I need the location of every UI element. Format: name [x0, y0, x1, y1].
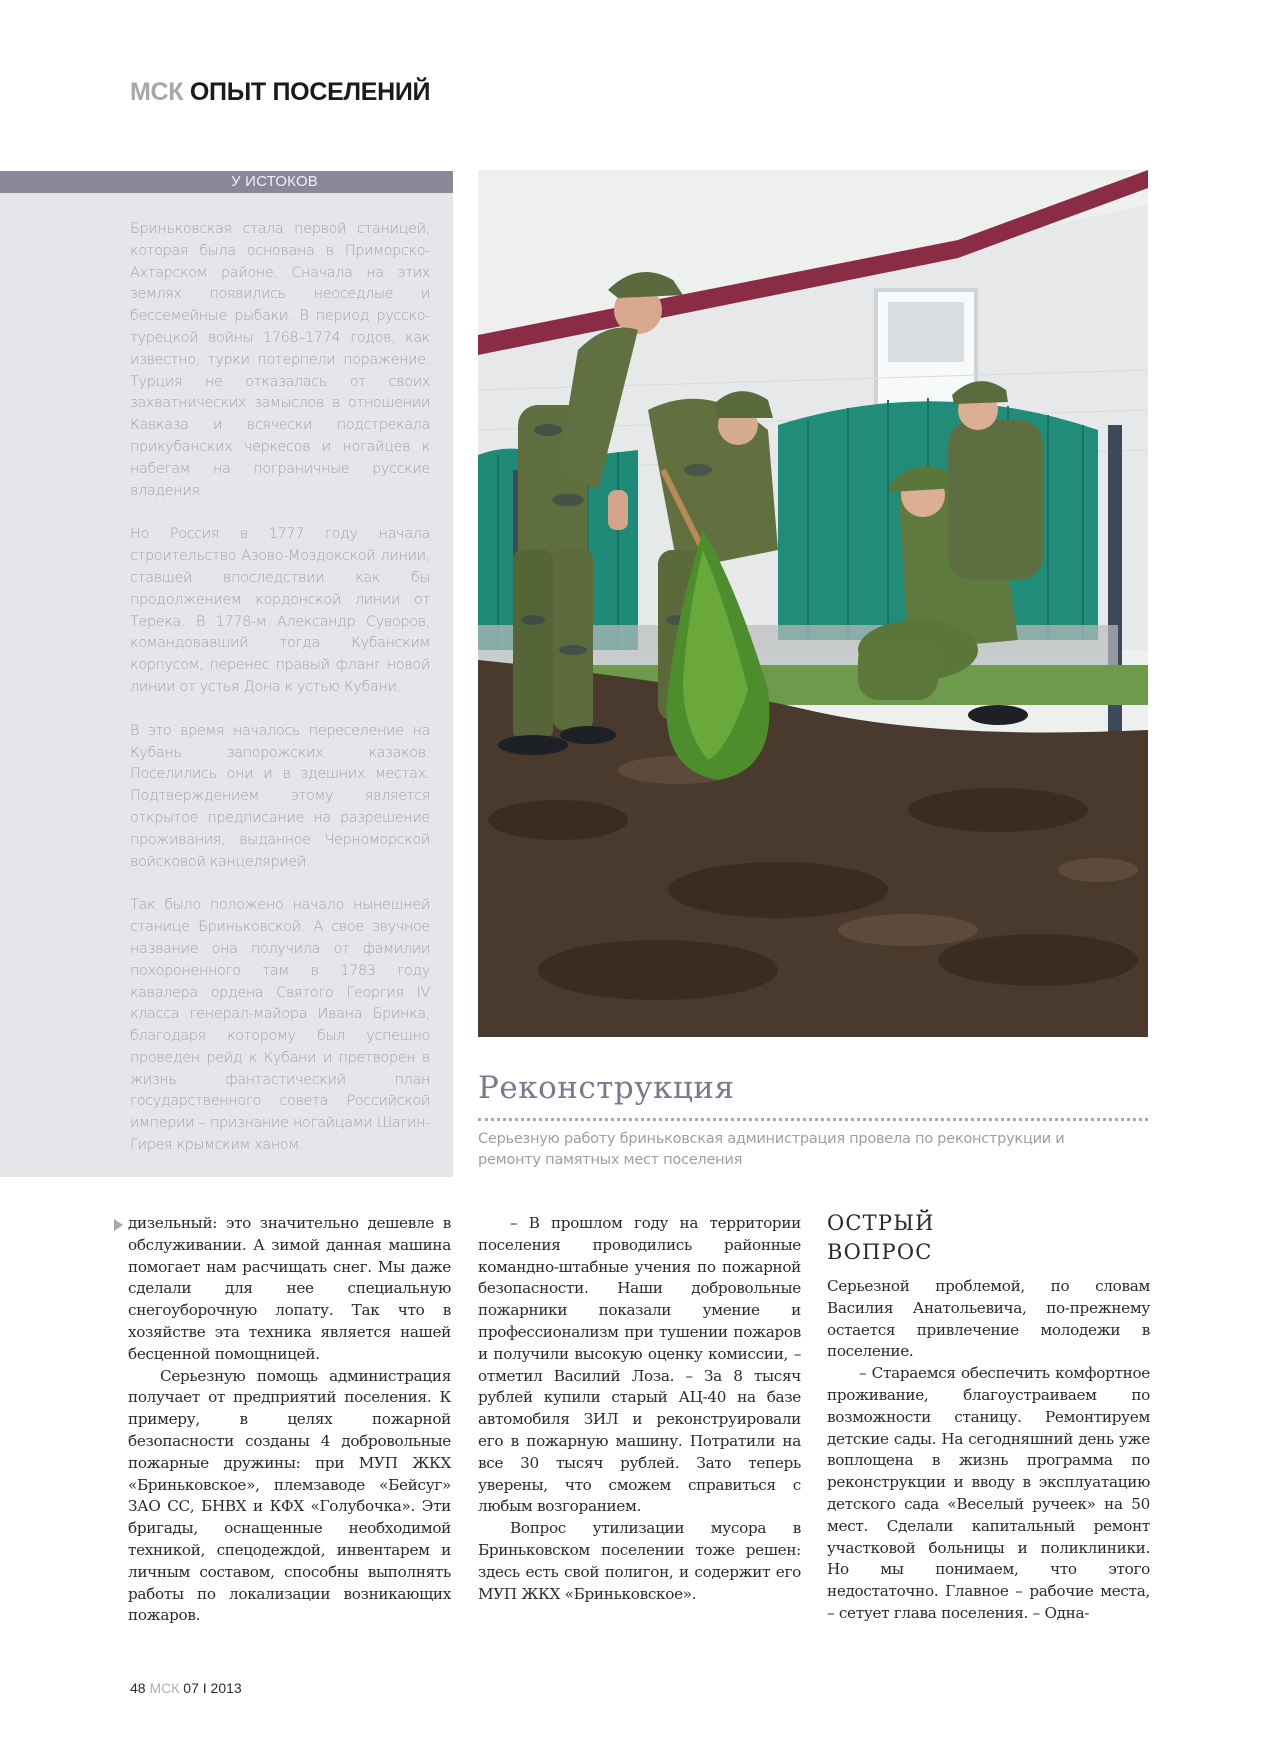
photo-illustration: [478, 170, 1148, 1037]
reconstruction-caption: Серьезную работу бриньковская администрация провела по реконструкции и ремонту памятных мест поселения: [478, 1130, 1065, 1168]
paragraph: Серьезную помощь администрация получает от предприятий поселения. К примеру, в целях пожарной безопасности созданы 4 добровольные пожарные дружины: при МУП ЖКХ «Бриньковское», племзаводе «Бейсуг» ЗАО СС, БНВХ и КФХ «Голубочка». Эти бригады, оснащенные необходимой техникой, спецодеждой, инвентарем и личным составом, способны выполнять работы по локализации возникающих пожаров.: [128, 1366, 451, 1625]
footer-brand: МСК: [149, 1680, 180, 1696]
photo-soldiers-planting-tree: [478, 170, 1148, 1037]
section-title: [130, 80, 430, 105]
sidebar-box: [0, 171, 453, 1177]
reconstruction-heading: Реконструкция: [478, 1070, 735, 1106]
section-name: ОПЫТ ПОСЕЛЕНИЙ: [189, 78, 431, 106]
sidebar-paragraph: Но Россия в 1777 году начала строительство Азово-Моздокской линии, ставшей впоследствии как бы продолжением кордонской линии от Терека. В 1778-м Александр Суворов, командовавший тогда Кубанским корпусом, перенес правый фланг новой линии от устья Дона к устью Кубани.: [130, 526, 430, 695]
sidebar-paragraph: Бриньковская стала первой станицей, которая была основана в Приморско-Ахтарском районе. Сначала на этих землях появились неоседлые и бессемейные рыбаки. В период русско-турецкой войны 1768–1774 годов, как известно, турки потерпели поражение. Турция не отказалась от своих захватнических замыслов в отношении Кавказа и всячески подстрекала прикубанских черкесов и ногайцев к набегам на пограничные русские владения.: [130, 221, 430, 499]
paragraph: – В прошлом году на территории поселения проводились районные командно-штабные учения по пожарной безопасности. Наши добровольные пожарники показали умение и профессионализм при тушении пожаров и получили высокую оценку комиссии, – отметил Василий Лоза. – За 8 тысяч рублей купили старый АЦ-40 на базе автомобиля ЗИЛ и реконструировали его в пожарную машину. Потратили на все 30 тысяч рублей. Зато теперь уверены, что сможем справиться с любым возгоранием.: [478, 1214, 801, 1516]
page-footer: [130, 1680, 242, 1696]
sidebar-paragraph: В это время началось переселение на Кубань запорожских казаков. Поселились они и в здешних местах. Подтверждением этому является открытое предписание на разрешение проживания, выданное Черноморской войсковой канцелярией.: [130, 722, 430, 870]
subheading-line: ОСТРЫЙ: [827, 1211, 935, 1235]
article-column-1: [128, 1213, 451, 1627]
subheading: [827, 1209, 1150, 1267]
page-number: 48: [130, 1680, 146, 1696]
paragraph: Вопрос утилизации мусора в Бриньковском поселении тоже решен: здесь есть свой полигон, и содержит его МУП ЖКХ «Бриньковское».: [478, 1519, 801, 1603]
dotted-divider: [478, 1118, 1148, 1121]
paragraph: Серьезной проблемой, по словам Василия Анатольевича, по-прежнему остается привлечение молодежи в поселение.: [827, 1277, 1150, 1361]
paragraph: – Стараемся обеспечить комфортное проживание, благоустраиваем по возможности станицу. Ремонтируем детские сады. На сегодняшний день уже воплощена в жизнь программа по реконструкции и вводу в эксплуатацию детского сада «Веселый ручеек» на 50 мест. Сделали капитальный ремонт участковой больницы и поликлиники. Но мы понимаем, что этого недостаточно. Главное – рабочие места, – сетует глава поселения. – Одна-: [827, 1364, 1150, 1622]
issue-number: 07: [183, 1680, 199, 1696]
sidebar-title: У ИСТОКОВ: [0, 171, 453, 193]
footer-separator: I: [202, 1680, 207, 1696]
issue-year: 2013: [210, 1680, 242, 1696]
continuation-arrow-icon: [114, 1219, 123, 1231]
sidebar-paragraph: Так было положено начало нынешней станице Бриньковской. А свое звучное название она получила от фамилии похороненного там в 1783 году кавалера ордена Святого Георгия IV класса генерал-майора Ивана Бринка, благодаря которому был успешно проведен рейд к Кубани и претворен в жизнь фантастический план государственного совета Российской империи – признание ногайцами Шагин-Гирея крымским ханом.: [130, 897, 430, 1154]
magazine-brand: МСК: [130, 78, 184, 106]
paragraph: дизельный: это значительно дешевле в обслуживании. А зимой данная машина помогает нам расчищать снег. Мы даже сделали для нее специальную снегоуборочную лопату. Так что в хозяйстве эта техника является нашей бесценной помощницей.: [128, 1214, 451, 1363]
article-column-2: [478, 1213, 801, 1605]
sidebar-body: [130, 219, 430, 1179]
subheading-line: ВОПРОС: [827, 1240, 933, 1264]
article-column-3: [827, 1213, 1150, 1625]
